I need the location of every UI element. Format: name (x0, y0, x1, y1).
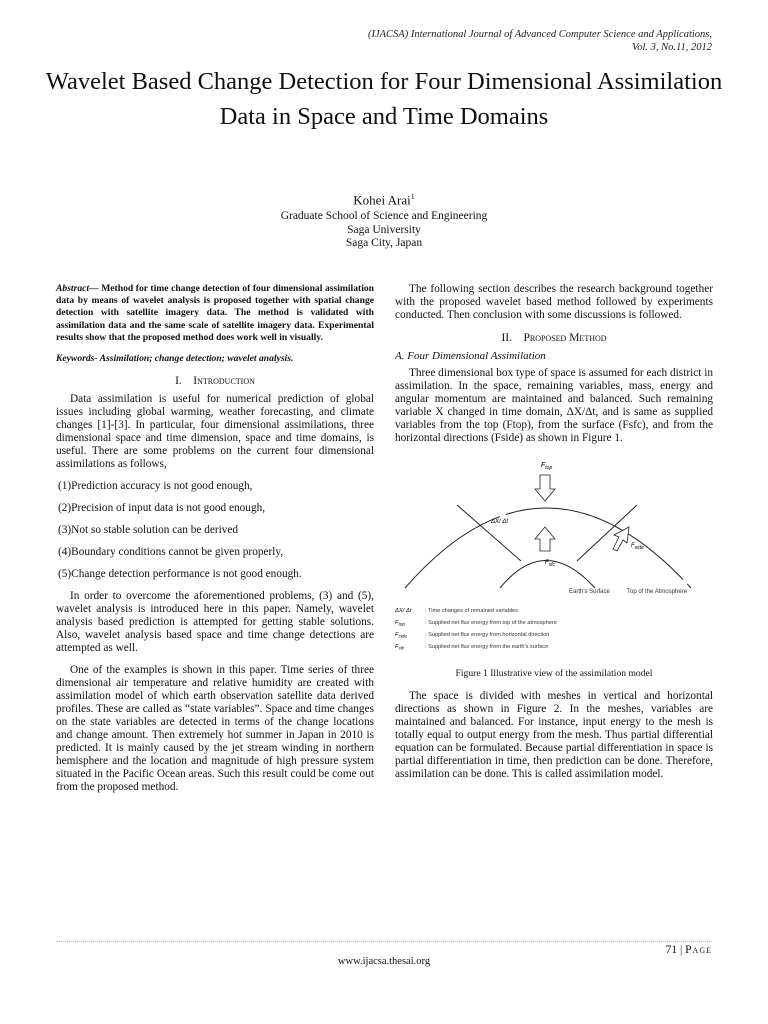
abstract (56, 283, 374, 344)
legend-symbol: $F_{side}$ (395, 632, 407, 639)
abstract-lead: Abstract— (56, 283, 99, 294)
section-heading-proposed-method (395, 332, 713, 345)
dxdt-label: ΔX/ Δt (491, 519, 509, 525)
figure-legend (395, 608, 557, 651)
right-column (395, 283, 713, 781)
right-paragraph-1: The following section describes the research background together with the proposed wavelet based method followed by experiments conducted. Then conclusion with some discussions is followed. (395, 283, 713, 321)
assimilation-model-diagram (395, 453, 713, 653)
fsfc-arrow-icon (535, 527, 555, 551)
section-title: Introduction (193, 375, 255, 388)
section-title: Proposed Method (523, 332, 607, 344)
ftop-arrow-icon (535, 475, 555, 501)
legend-symbol: $F_{top}$ (395, 620, 405, 627)
list-item: (5)Change detection performance is not good enough. (58, 568, 302, 581)
journal-header (272, 28, 712, 54)
list-item: (4)Boundary conditions cannot be given properly, (58, 546, 284, 559)
atmosphere-label: Top of the Atmosphere (627, 589, 688, 595)
left-column (56, 283, 374, 794)
author-name: Kohei Arai (353, 192, 411, 208)
journal-volume: Vol. 3, No.11, 2012 (631, 42, 712, 53)
affiliation-university: Saga University (347, 223, 421, 236)
affiliation (0, 210, 768, 251)
section-heading-introduction (56, 375, 374, 388)
affiliation-school: Graduate School of Science and Engineering (280, 210, 488, 222)
legend-description: : Supplied net flux energy from top of the atmosphere (425, 620, 557, 626)
keywords: Keywords- Assimilation; change detection; wavelet analysis. (56, 353, 294, 365)
footer-divider (56, 941, 712, 942)
subsection-heading: A. Four Dimensional Assimilation (395, 350, 546, 362)
journal-website: www.ijacsa.thesai.org (337, 956, 431, 967)
legend-symbol: $F_{sfc}$ (395, 644, 405, 651)
intro-paragraph-3: One of the examples is shown in this paper. Time series of three dimensional air temperature and relative humidity are created with assimilation model of which earth observation satellite data derived profiles. These are called as “state variables”. Space and time changes on the state variables are detected in terms of the change locations and change amount. Then extremely hot summer in Japan in 2010 is predicted. It is mainly caused by the jet stream winding in northern hemisphere and the location and magnitude of high pressure system situated in the Pacific Ocean areas. Such this result could be come out from the proposed method. (56, 664, 374, 794)
page-number-value: 71 (665, 944, 678, 956)
journal-name: (IJACSA) International Journal of Advanced Computer Science and Applications, (367, 29, 712, 40)
section-number: I. (175, 375, 182, 388)
earth-surface-label: Earth's Surface (569, 589, 610, 595)
legend-description: : Supplied net flux energy from the earth's surface (425, 644, 549, 650)
fsfc-label: $F_{sfc}$ (545, 560, 556, 568)
ftop-label: $F_{top}$ (541, 462, 553, 471)
author-sup: 1 (410, 192, 415, 201)
section-number: II. (501, 332, 512, 344)
author-line (0, 192, 768, 208)
fside-label: $F_{side}$ (631, 543, 644, 551)
affiliation-city: Saga City, Japan (345, 237, 423, 249)
legend-description: : Time changes of remained variables (425, 608, 518, 614)
page-separator: | (677, 944, 686, 956)
abstract-text: Method for time change detection of four dimensional assimilation data by means of wavelet analysis is proposed together with spatial change detection with satellite imagery data. The method is validated with assimilation data and the same scale of satellite imagery data. Experimental results show that the proposed method does work well in visually. (56, 283, 374, 343)
legend-description: : Supplied net flux energy from horizontal direction (425, 632, 550, 638)
figure-1 (395, 453, 713, 653)
page-number (666, 944, 712, 956)
right-paragraph-2: Three dimensional box type of space is assumed for each district in assimilation. In the space, remaining variables, mass, energy and angular momentum are maintained and balanced. Such remaining variable X changed in time domain, ΔX/Δt, and is same as supplied variables from the top (Ftop), from the surface (Fsfc), and from the horizontal directions (Fside) as shown in Figure 1. (395, 367, 713, 444)
page-word: Page (685, 944, 712, 956)
intro-paragraph-2: In order to overcome the aforementioned problems, (3) and (5), wavelet analysis is introduced here in this paper. Namely, wavelet analysis based prediction is attempted for getting stable solutions. Also, wavelet analysis based space and time change detections are attempted as well. (56, 590, 374, 655)
fside-arrow-icon (613, 527, 629, 551)
intro-paragraph-1: Data assimilation is useful for numerical prediction of global issues including global warming, weather forecasting, and climate changes [1]-[3]. In particular, four dimensional assimilations, three dimensional space and time dimension, space and time domains, is useful. There are some problems on the current four dimensional assimilations as follows, (56, 393, 374, 471)
list-item: (3)Not so stable solution can be derived (58, 524, 239, 537)
list-item: (2)Precision of input data is not good enough, (58, 502, 266, 515)
legend-symbol: ΔX/ Δt (395, 608, 412, 614)
figure-caption: Figure 1 Illustrative view of the assimilation model (455, 668, 653, 679)
list-item: (1)Prediction accuracy is not good enough, (58, 480, 253, 493)
right-paragraph-3: The space is divided with meshes in vertical and horizontal directions as shown in Figure 2. In the meshes, variables are maintained and balanced. For instance, input energy to the mesh is totally equal to output energy from the mesh. Thus partial differential equation can be formulated. Because partial differentiation in space is partial differentiation in time, then prediction can be done. Therefore, assimilation can be done. This is called assimilation model. (395, 690, 713, 780)
paper-title: Wavelet Based Change Detection for Four Dimensional Assimilation Data in Space and Time Domains (45, 68, 723, 130)
